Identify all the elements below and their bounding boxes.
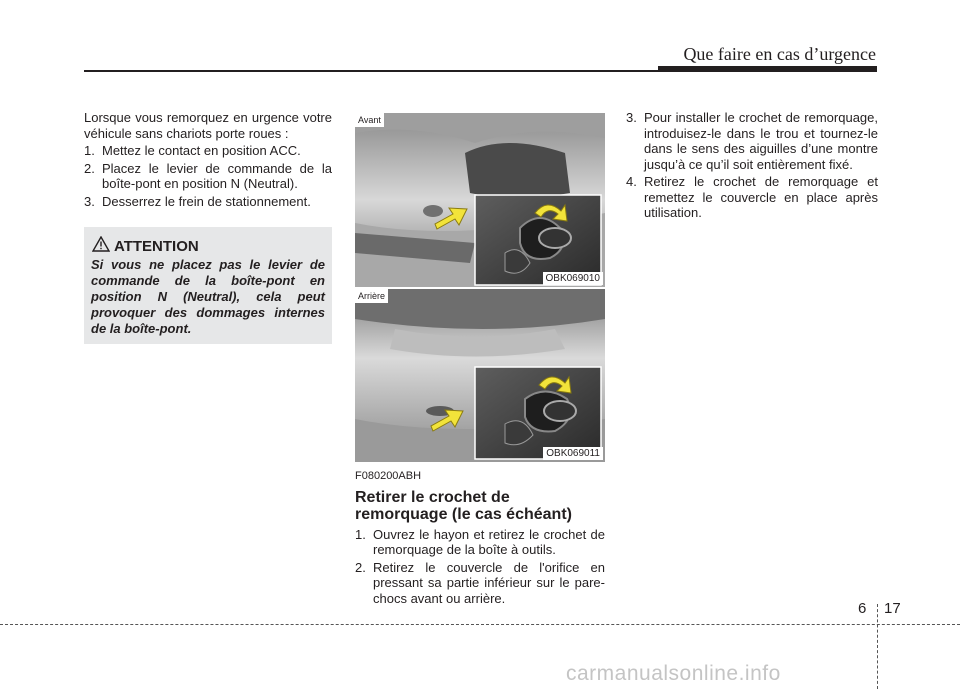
step-text: Pour installer le crochet de remorquage, introduisez-le dans le trou et tournez-le dans le sens des aiguilles d’une montre jusqu’à ce qu’il soit entièrement fixé.: [644, 110, 878, 172]
list-item: [84, 194, 332, 210]
middle-column-text: [355, 469, 605, 606]
watermark: carmanualsonline.info: [566, 662, 781, 685]
step-text: Mettez le contact en position ACC.: [102, 143, 301, 158]
section-title: Retirer le crochet de remorquage (le cas échéant): [355, 488, 572, 523]
step-number: 1.: [355, 526, 366, 542]
rear-bumper-illustration: [355, 289, 605, 462]
step-text: Placez le levier de commande de la boîte-pont en position N (Neutral).: [102, 160, 332, 191]
figure-rear: [355, 289, 605, 462]
page-header-title: Que faire en cas d’urgence: [683, 44, 876, 64]
warning-text: Si vous ne placez pas le levier de commande de la boîte-pont en position N (Neutral), cela peut provoquer des dommages internes de la boîte-pont.: [91, 257, 325, 336]
front-bumper-illustration: [355, 113, 605, 287]
step-number: 3.: [626, 110, 637, 125]
list-item: [84, 161, 332, 192]
figure-label: Avant: [355, 113, 384, 127]
step-text: Retirez le crochet de remorquage et remettez le couvercle en place après utilisation.: [644, 174, 878, 220]
left-column: [84, 110, 332, 209]
chapter-number: 6: [858, 600, 867, 617]
footer-rule: [0, 624, 960, 625]
list-item: [626, 110, 878, 172]
figure-label: Arrière: [355, 289, 388, 303]
list-item: [84, 143, 332, 159]
warning-triangle-icon: [92, 236, 110, 252]
step-text: Ouvrez le hayon et retirez le crochet de remorquage de la boîte à outils.: [373, 526, 605, 557]
right-column: [626, 110, 878, 221]
list-item: [355, 560, 605, 607]
page-number: 17: [884, 600, 901, 617]
step-number: 4.: [626, 174, 637, 189]
step-number: 2.: [355, 559, 366, 575]
step-number: 3.: [84, 193, 95, 209]
warning-title: ATTENTION: [114, 238, 199, 255]
list-item: [626, 174, 878, 221]
figure-code: OBK069011: [543, 447, 603, 460]
footer-divider: [877, 604, 878, 689]
figure-code: OBK069010: [543, 272, 604, 285]
step-text: Retirez le couvercle de l'orifice en pressant sa partie inférieur sur le pare-chocs avant ou arrière.: [373, 559, 605, 606]
header-rule: [84, 70, 877, 72]
list-item: [355, 527, 605, 558]
step-text: Desserrez le frein de stationnement.: [102, 193, 311, 209]
step-number: 2.: [84, 160, 95, 176]
warning-box: [84, 227, 332, 344]
intro-paragraph: Lorsque vous remorquez en urgence votre véhicule sans chariots porte roues :: [84, 110, 332, 141]
section-code: F080200ABH: [355, 470, 422, 482]
figure-front: [355, 113, 605, 287]
step-number: 1.: [84, 143, 95, 158]
